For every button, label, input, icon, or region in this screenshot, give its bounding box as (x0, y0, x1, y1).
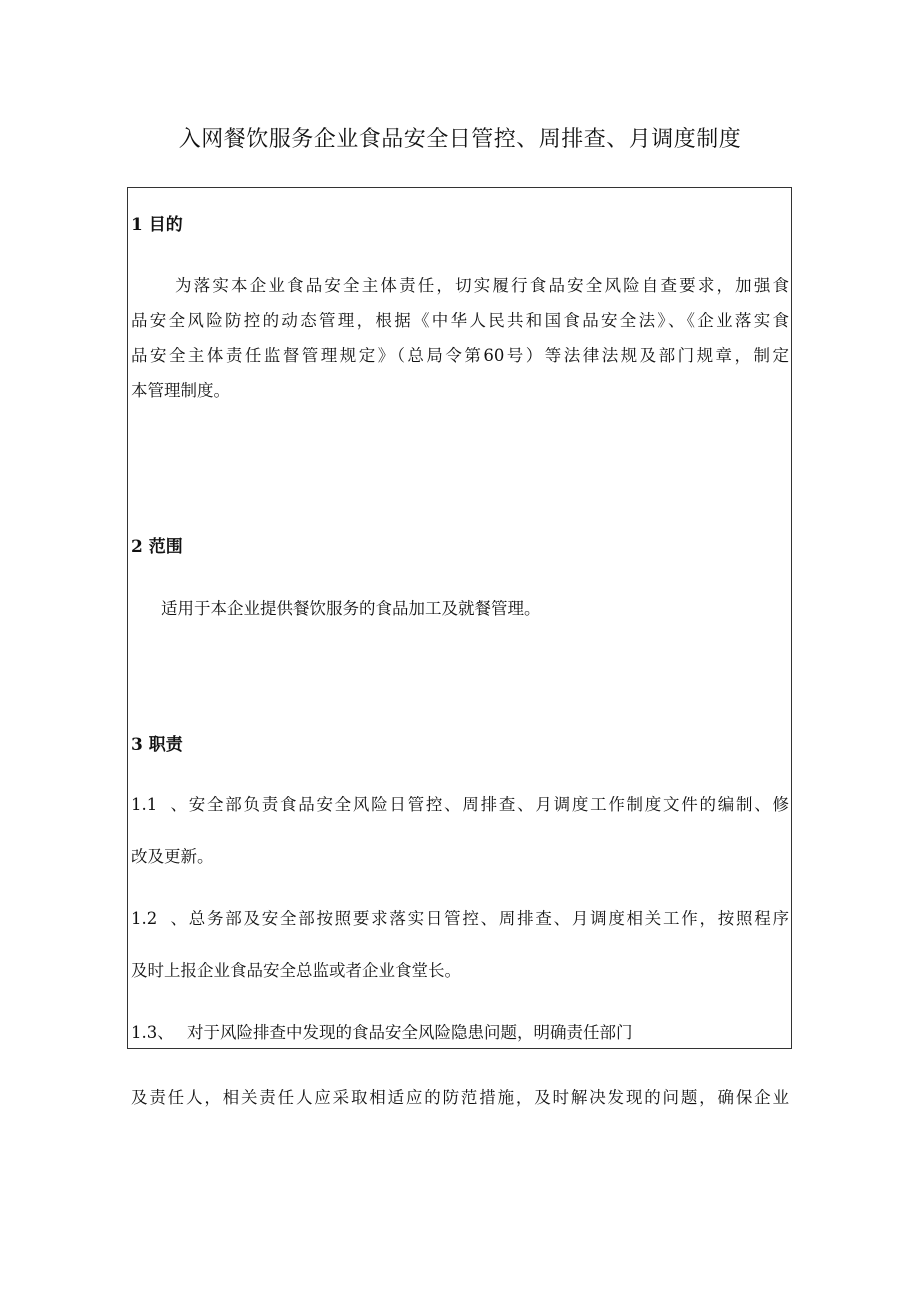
duty-item-number: 1.3、 (131, 1023, 174, 1042)
page-title: 入网餐饮服务企业食品安全日管控、周排查、月调度制度 (178, 127, 742, 152)
duty-item-text: 总务部及安全部按照要求落实日管控、周排查、月调度相关工作，按照程序 (187, 909, 789, 928)
purpose-line: 品安全风险防控的动态管理，根据《中华人民共和国食品安全法》、《企业落实食 (131, 311, 789, 330)
duty-item-continuation (131, 959, 789, 983)
purpose-paragraph (131, 268, 789, 408)
section-heading-duties: 3 职责 (131, 735, 183, 755)
duty-item-text: 对于风险排查中发现的食品安全风险隐患问题，明确责任部门 (187, 1023, 633, 1042)
purpose-line: 本管理制度。 (131, 381, 230, 400)
section-heading-scope: 2 范围 (131, 537, 183, 557)
duty-item-text: 安全部负责食品安全风险日管控、周排查、月调度工作制度文件的编制、修 (187, 795, 789, 814)
purpose-line: 为落实本企业食品安全主体责任，切实履行食品安全风险自查要求，加强食 (175, 276, 789, 295)
duty-continuation-text: 及责任人，相关责任人应采取相适应的防范措施，及时解决发现的问题，确保企业 (131, 1088, 789, 1107)
section-heading-purpose: 1 目的 (131, 215, 183, 235)
duty-item-number: 1.1、 (131, 795, 187, 814)
scope-text: 适用于本企业提供餐饮服务的食品加工及就餐管理。 (161, 599, 541, 618)
duty-item-number: 1.2、 (131, 909, 187, 928)
duty-item-text: 及时上报企业食品安全总监或者企业食堂长。 (131, 961, 461, 980)
duty-item-text: 改及更新。 (131, 847, 214, 866)
duty-item-continuation (131, 845, 789, 869)
purpose-line: 品安全主体责任监督管理规定》（总局令第60号）等法律法规及部门规章，制定 (131, 346, 789, 365)
duty-item (131, 1021, 789, 1045)
duty-item (131, 907, 789, 931)
duty-item (131, 793, 789, 817)
